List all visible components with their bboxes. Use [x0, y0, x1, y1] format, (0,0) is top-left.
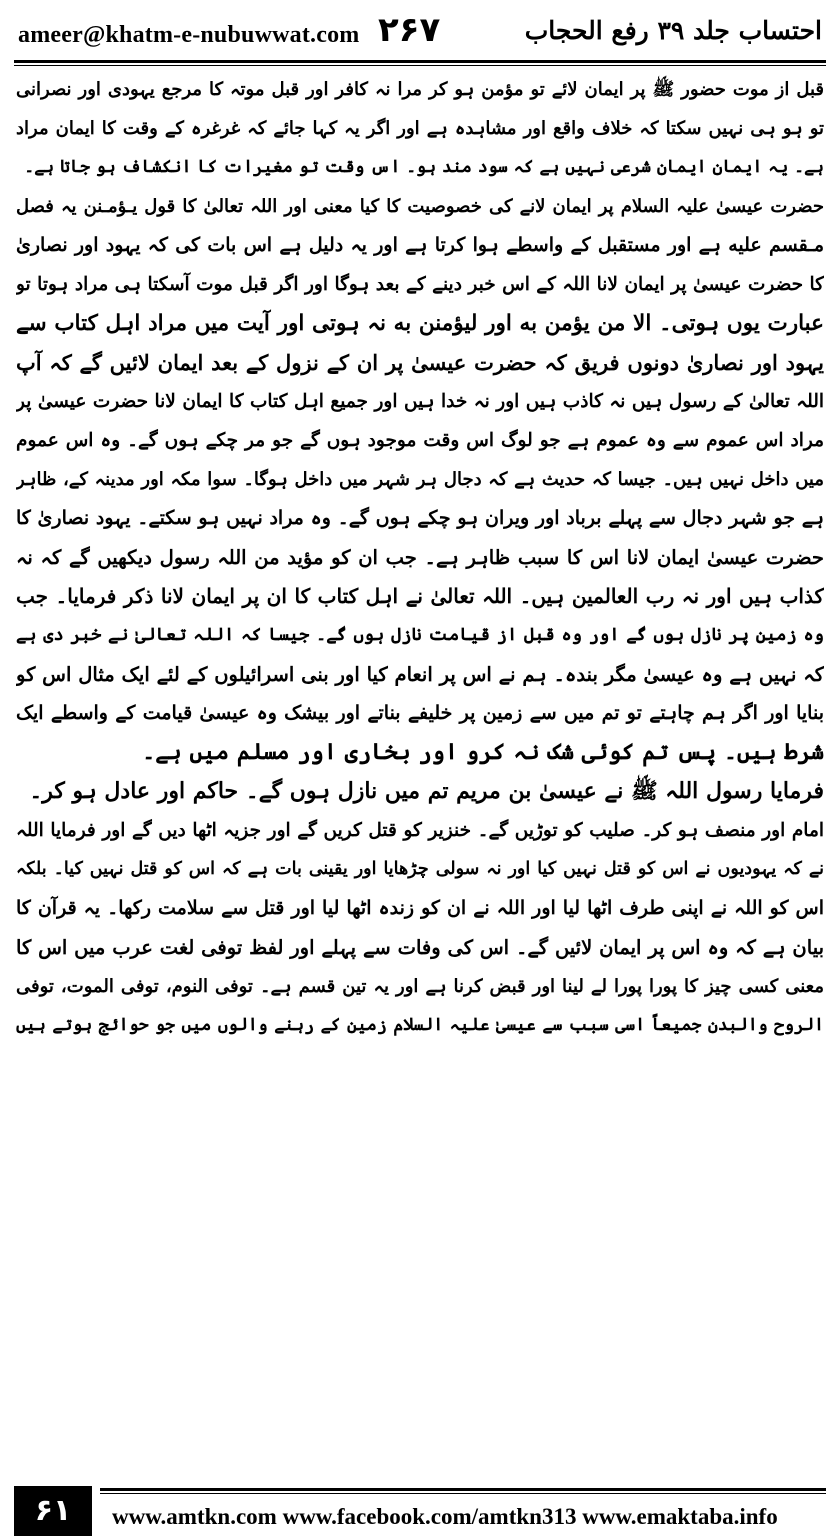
text-line: اس کو اللہ نے اپنی طرف اٹھا لیا اور اللہ نے ان کو زندہ اٹھا لیا اور قتل سے سلامت رکھا۔ یہ قرآن کا — [16, 897, 824, 919]
text-line: وہ زمین پر نازل ہوں گے اور وہ قبل از قیامت نازل ہوں گے۔ جیسا کہ اللہ تعالیٰ نے خبر دی ہے — [16, 625, 824, 645]
text-line: بیان ہے کہ وہ اس پر ایمان لائیں گے۔ اس کی وفات سے پہلے اور لفظ توفی لغت عرب میں اس کا — [16, 936, 824, 959]
page-header — [0, 0, 840, 62]
text-line: اللہ تعالیٰ کے رسول ہیں نہ کاذب ہیں اور نہ خدا ہیں اور جمیع اہل کتاب کا ایمان لانا حضرت عیسیٰ پر — [16, 391, 824, 412]
footer-rule — [100, 1488, 826, 1494]
text-line: قبل از موت حضور ﷺ پر ایمان لائے تو مؤمن ہو کر مرا نہ کافر اور قبل موتہ کا مرجع یہودی اور نصرانی — [16, 79, 824, 100]
text-line: کذاب ہیں اور نہ رب العالمین ہیں۔ اللہ تعالیٰ نے اہل کتاب کا ان پر ایمان لانا ذکر فرمایا۔ جب — [16, 584, 824, 608]
text-line: یہود اور نصاریٰ دونوں فریق کہ حضرت عیسیٰ پر ان کے نزول کے بعد ایمان لائیں گے کہ آپ — [16, 350, 824, 375]
text-line: تو ہو ہی نہیں سکتا کہ خلاف واقع اور مشاہدہ ہے اور اگر یہ کہا جائے کہ غرغرہ کے وقت کا ایمان مراد — [16, 118, 824, 139]
text-line: عبارت یوں ہوتی۔ الا من یؤمن به اور لیؤمنن به نہ ہوتی اور آیت میں مراد اہل کتاب سے — [16, 311, 824, 336]
text-line: کہ نہیں ہے وہ عیسیٰ مگر بندہ۔ ہم نے اس پر انعام کیا اور بنی اسرائیلوں کے لئے ایک مثال اس کو — [16, 663, 824, 686]
body-text — [16, 70, 824, 1045]
header-book-title: احتساب جلد ۳۹ رفع الحجاب — [524, 16, 822, 45]
header-page-number: ۲۶۷ — [378, 10, 441, 50]
footer-page-number: ۶۱ — [14, 1486, 92, 1536]
text-line: حضرت عیسیٰ ایمان لانا اس کا سبب ظاہر ہے۔ جب ان کو مؤید من اللہ رسول دیکھیں گے کہ نہ — [16, 546, 824, 569]
text-line: بنایا اور اگر ہم چاہتے تو تم میں سے زمین پر خلیفے بناتے اور بیشک وہ عیسیٰ قیامت کے واسطے ایک — [16, 702, 824, 724]
text-line: حضرت عیسیٰ علیہ السلام پر ایمان لانے کی خصوصیت کا کیا معنی اور اللہ تعالیٰ کا قول یـؤمـنن یہ فصل — [16, 196, 824, 217]
header-rule — [14, 60, 826, 66]
header-email: ameer@khatm-e-nubuwwat.com — [18, 22, 360, 48]
footer-links: www.amtkn.com www.facebook.com/amtkn313 www.emaktaba.info — [112, 1504, 778, 1529]
text-line: کا حضرت عیسیٰ پر ایمان لانا اللہ کے اس خبر دینے کے بعد ہوگا اور اگر قبل موت آسکتا ہی مراد ہوتا تو — [16, 274, 824, 295]
text-line: الروح والبدن جمیعاً اسی سبب سے عیسیٰ علیہ السلام زمین کے رہنے والوں میں جو حوائج ہوتے ہیں — [16, 1015, 824, 1035]
text-line: فرمایا رسول اللہ ﷺ نے عیسیٰ بن مریم تم میں نازل ہوں گے۔ حاکم اور عادل ہو کر۔ — [29, 778, 824, 804]
text-line: مـقسم علیه ہے اور مستقبل کے واسطے ہوا کرتا ہے اور یہ دلیل ہے اس بات کی کہ یہود اور نصاریٰ — [16, 234, 824, 256]
page-footer — [0, 1482, 840, 1540]
text-line: ہے جو شہر دجال سے پہلے برباد اور ویران ہو چکے ہوں گے۔ وہ مراد نہیں ہو سکتے۔ یہود نصاریٰ کا — [16, 507, 824, 529]
text-line: نے کہ یہودیوں نے اس کو قتل نہیں کیا اور نہ سولی چڑھایا اور یقینی بات ہے کہ اس کو قتل نہیں کیا۔ بلکہ — [16, 859, 824, 879]
text-line: معنی کسی چیز کا پورا پورا لے لینا اور قبض کرنا ہے اور یہ تین قسم ہے۔ توفی النوم، توفی الموت، توفی — [16, 976, 824, 997]
text-line: شرط ہیں۔ پس تم کوئی شک نہ کرو اور بخاری اور مسلم میں ہے۔ — [142, 739, 824, 765]
text-line: ہے۔ یہ ایمان ایمان شرعی نہیں ہے کہ سود مند ہو۔ اس وقت تو مغیرات کا انکشاف ہو جاتا ہے۔ — [24, 157, 824, 177]
text-line: میں داخل نہیں ہیں۔ جیسا کہ حدیث ہے کہ دجال ہر شہر میں داخل ہوگا۔ سوا مکہ اور مدینہ کے، ظاہر — [16, 469, 824, 490]
text-line: امام اور منصف ہو کر۔ صلیب کو توڑیں گے۔ خنزیر کو قتل کریں گے اور جزیہ اٹھا دیں گے اور فرمایا اللہ — [16, 820, 824, 841]
text-line: مراد اس عموم سے وہ عموم ہے جو لوگ اس وقت موجود ہوں گے جو مر چکے ہوں گے۔ وہ اس عموم — [16, 430, 824, 451]
